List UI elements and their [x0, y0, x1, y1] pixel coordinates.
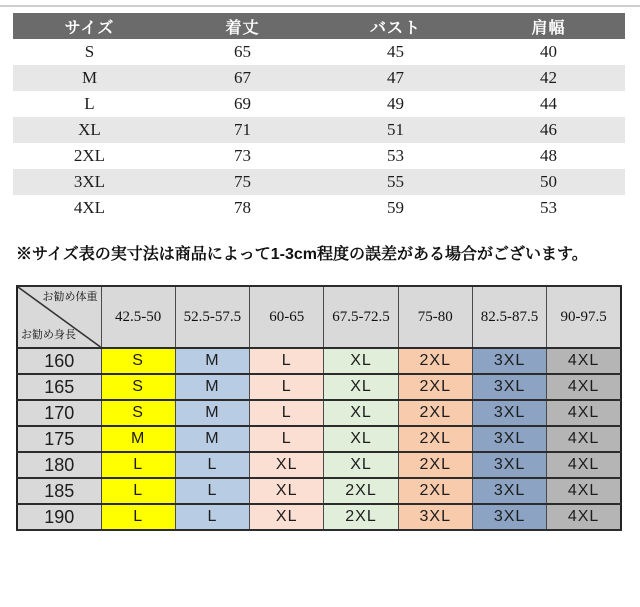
recommended-size-cell: XL [250, 478, 324, 504]
corner-header-cell [17, 286, 101, 348]
recommended-size-cell: 3XL [472, 400, 546, 426]
recommended-size-cell: L [250, 400, 324, 426]
recommended-size-cell: S [101, 348, 175, 374]
recommended-size-cell: L [175, 504, 249, 530]
measurement-cell: 51 [319, 117, 472, 143]
size-label-cell: 4XL [73, 198, 106, 217]
recommended-size-cell: XL [324, 348, 398, 374]
size-table-row [13, 169, 625, 195]
size-spec-table-body [13, 39, 625, 221]
recommended-size-cell: L [101, 504, 175, 530]
recommended-size-cell: 4XL [547, 400, 621, 426]
fit-table-row [17, 452, 621, 478]
recommended-size-cell: 3XL [472, 504, 546, 530]
size-table-row [13, 195, 625, 221]
recommended-size-cell: L [250, 374, 324, 400]
recommended-size-cell: L [250, 348, 324, 374]
recommended-size-cell: L [101, 478, 175, 504]
recommended-size-cell: 3XL [472, 478, 546, 504]
top-divider [0, 5, 640, 7]
size-label-cell: L [84, 94, 95, 113]
recommended-size-cell: XL [324, 426, 398, 452]
fit-table-row [17, 400, 621, 426]
recommended-size-cell: S [101, 400, 175, 426]
height-header-cell: 165 [17, 374, 101, 400]
recommended-size-cell: M [175, 426, 249, 452]
size-table-row [13, 65, 625, 91]
size-table-row [13, 143, 625, 169]
height-header-cell: 185 [17, 478, 101, 504]
height-header-cell: 170 [17, 400, 101, 426]
weight-range-header: 67.5-72.5 [324, 286, 398, 348]
measurement-cell: 78 [234, 198, 251, 217]
recommended-size-cell: 4XL [547, 504, 621, 530]
fit-table-row [17, 426, 621, 452]
height-header-cell: 180 [17, 452, 101, 478]
size-column-header: 肩幅 [472, 13, 625, 39]
size-table-row [13, 117, 625, 143]
measurement-cell: 49 [387, 94, 404, 113]
recommended-size-cell: 2XL [398, 400, 472, 426]
measurement-cell: 48 [540, 146, 557, 165]
weight-range-header: 75-80 [398, 286, 472, 348]
recommended-size-cell: 2XL [324, 478, 398, 504]
size-label-cell: S [84, 42, 95, 61]
recommended-size-cell: 4XL [547, 478, 621, 504]
measurement-cell: 59 [387, 198, 404, 217]
recommended-size-cell: M [175, 348, 249, 374]
weight-range-header: 60-65 [250, 286, 324, 348]
measurement-cell: 55 [319, 169, 472, 195]
size-spec-header-row [13, 13, 625, 39]
size-label-cell: 3XL [13, 169, 166, 195]
height-header-cell: 160 [17, 348, 101, 374]
measurement-cell: 44 [540, 94, 557, 113]
fit-table-row [17, 504, 621, 530]
size-disclaimer-note: ※サイズ表の実寸法は商品によって1-3cm程度の誤差がある場合がございます。 [16, 246, 588, 263]
recommended-size-cell: 4XL [547, 452, 621, 478]
recommended-size-cell: 3XL [472, 426, 546, 452]
measurement-cell: 50 [472, 169, 625, 195]
measurement-cell: 75 [166, 169, 319, 195]
recommended-size-cell: M [101, 426, 175, 452]
fit-table-row [17, 478, 621, 504]
fit-table-header-row [17, 286, 621, 348]
recommended-size-cell: L [175, 452, 249, 478]
recommended-size-cell: 4XL [547, 348, 621, 374]
size-label-cell: M [13, 65, 166, 91]
weight-range-header: 52.5-57.5 [175, 286, 249, 348]
recommended-size-cell: 2XL [398, 374, 472, 400]
measurement-cell: 67 [166, 65, 319, 91]
recommended-size-cell: 4XL [547, 426, 621, 452]
size-column-header: 着丈 [166, 13, 319, 39]
height-axis-label: お勧め身長 [21, 329, 76, 341]
recommended-size-cell: 2XL [324, 504, 398, 530]
fit-table-body [17, 348, 621, 530]
recommended-size-cell: M [175, 374, 249, 400]
measurement-cell: 40 [540, 42, 557, 61]
size-label-cell: XL [13, 117, 166, 143]
recommended-size-cell: 2XL [398, 426, 472, 452]
size-table-row [13, 39, 625, 65]
measurement-cell: 53 [540, 198, 557, 217]
measurement-cell: 65 [234, 42, 251, 61]
measurement-cell: 73 [234, 146, 251, 165]
size-column-header: バスト [319, 13, 472, 39]
recommended-size-cell: XL [250, 452, 324, 478]
recommended-size-cell: 3XL [472, 374, 546, 400]
size-column-header: サイズ [13, 13, 166, 39]
height-header-cell: 175 [17, 426, 101, 452]
recommended-size-cell: S [101, 374, 175, 400]
recommended-size-cell: 2XL [398, 478, 472, 504]
fit-recommendation-table [16, 285, 622, 531]
size-spec-table-head [13, 13, 625, 39]
size-table-row [13, 91, 625, 117]
measurement-cell: 71 [166, 117, 319, 143]
recommended-size-cell: XL [250, 504, 324, 530]
recommended-size-cell: XL [324, 374, 398, 400]
fit-table-row [17, 374, 621, 400]
measurement-cell: 69 [234, 94, 251, 113]
recommended-size-cell: 3XL [472, 452, 546, 478]
size-spec-table [13, 13, 625, 221]
recommended-size-cell: L [101, 452, 175, 478]
recommended-size-cell: 3XL [398, 504, 472, 530]
measurement-cell: 42 [472, 65, 625, 91]
recommended-size-cell: M [175, 400, 249, 426]
measurement-cell: 47 [319, 65, 472, 91]
recommended-size-cell: 4XL [547, 374, 621, 400]
measurement-cell: 46 [472, 117, 625, 143]
weight-range-header: 42.5-50 [101, 286, 175, 348]
weight-axis-label: お勧め体重 [42, 291, 98, 303]
measurement-cell: 45 [387, 42, 404, 61]
recommended-size-cell: 2XL [398, 348, 472, 374]
height-header-cell: 190 [17, 504, 101, 530]
recommended-size-cell: 2XL [398, 452, 472, 478]
recommended-size-cell: L [175, 478, 249, 504]
recommended-size-cell: XL [324, 400, 398, 426]
size-label-cell: 2XL [73, 146, 106, 165]
weight-range-header: 90-97.5 [547, 286, 621, 348]
measurement-cell: 53 [387, 146, 404, 165]
fit-table-head [17, 286, 621, 348]
recommended-size-cell: 3XL [472, 348, 546, 374]
recommended-size-cell: L [250, 426, 324, 452]
weight-range-header: 82.5-87.5 [472, 286, 546, 348]
fit-table-row [17, 348, 621, 374]
recommended-size-cell: XL [324, 452, 398, 478]
